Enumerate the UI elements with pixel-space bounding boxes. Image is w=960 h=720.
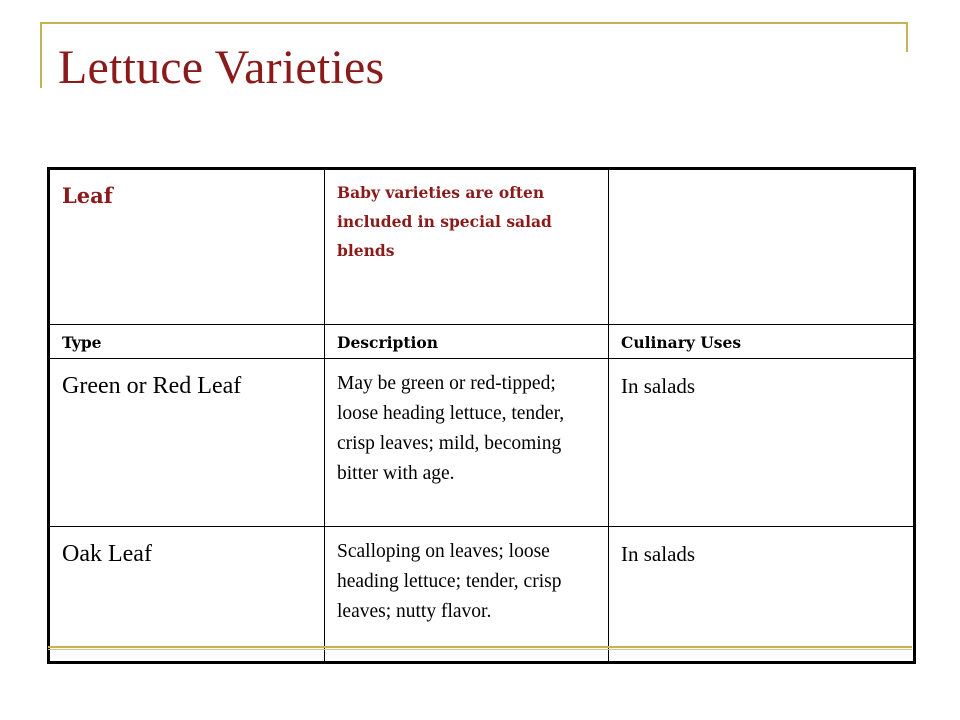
- bottom-decorative-rule: [48, 646, 912, 648]
- column-header-row: [49, 325, 915, 359]
- lettuce-table: [47, 167, 916, 664]
- slide-title: Lettuce Varieties: [58, 41, 385, 94]
- type-cell: Green or Red Leaf: [49, 359, 325, 527]
- culinary-uses-cell: In salads: [609, 359, 915, 527]
- column-header-type: Type: [49, 325, 325, 359]
- culinary-uses-cell: In salads: [609, 527, 915, 663]
- category-note-cell: [325, 169, 609, 325]
- table-row: [49, 527, 915, 663]
- type-cell: Oak Leaf: [49, 527, 325, 663]
- column-header-description: Description: [325, 325, 609, 359]
- category-cell: [49, 169, 325, 325]
- category-row: [49, 169, 915, 325]
- table-row: [49, 359, 915, 527]
- top-decorative-rule: [40, 22, 908, 24]
- description-cell: Scalloping on leaves; loose heading lettuce; tender, crisp leaves; nutty flavor.: [325, 527, 609, 663]
- category-note: Baby varieties are often included in special salad blends: [337, 183, 552, 260]
- category-name: Leaf: [62, 183, 113, 208]
- bottom-decorative-rule-thin: [48, 649, 912, 650]
- category-empty-cell: [609, 169, 915, 325]
- column-header-culinary-uses: Culinary Uses: [609, 325, 915, 359]
- description-cell: May be green or red-tipped; loose heading lettuce, tender, crisp leaves; mild, becoming bitter with age.: [325, 359, 609, 527]
- right-decorative-rule: [906, 22, 908, 52]
- left-decorative-rule: [40, 22, 42, 88]
